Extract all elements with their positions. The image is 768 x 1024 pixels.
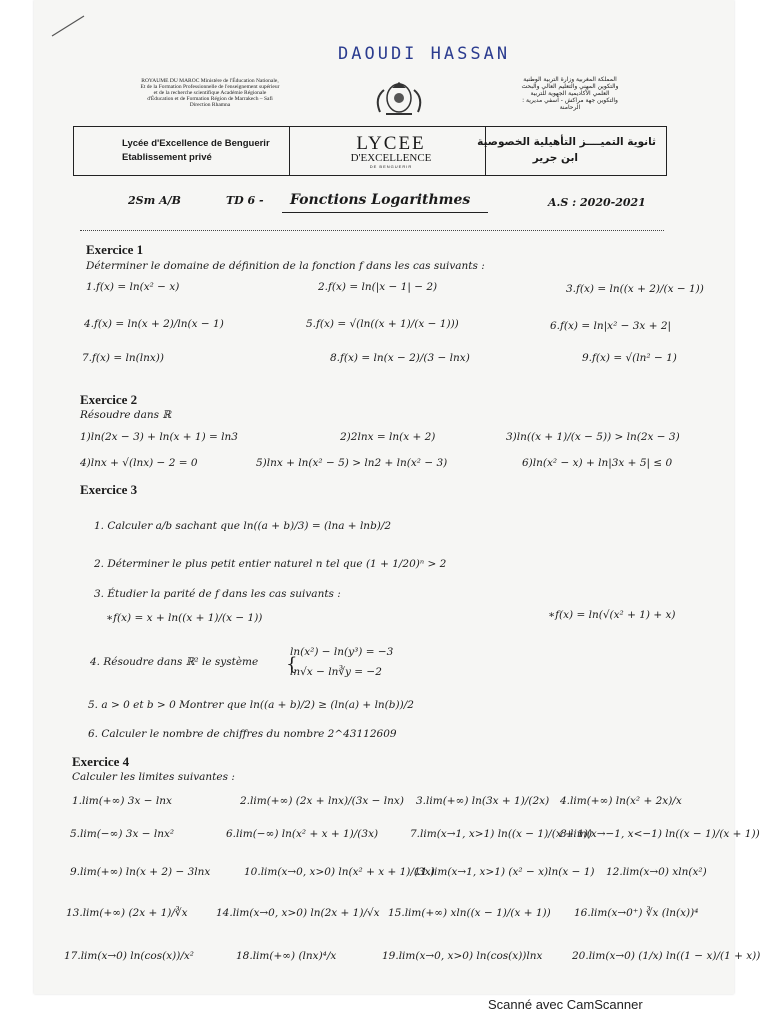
school-header-box <box>73 126 667 176</box>
ex1-item-8: 8.f(x) = ln(x − 2)/(3 − lnx) <box>330 352 470 364</box>
school-logo <box>336 135 446 169</box>
ex1-item-1: 1.f(x) = ln(x² − x) <box>86 281 180 293</box>
ex3-item-3b: ∗f(x) = ln(√(x² + 1) + x) <box>548 609 676 621</box>
ex4-item-13: 13.lim(+∞) (2x + 1)/∛x <box>66 907 188 919</box>
ex4-item-5: 5.lim(−∞) 3x − lnx² <box>70 828 175 840</box>
ex2-prompt: Résoudre dans ℝ <box>80 409 172 421</box>
ex4-item-12: 12.lim(x→0) xln(x²) <box>606 866 707 878</box>
ex4-item-15: 15.lim(+∞) xln((x − 1)/(x + 1)) <box>388 907 551 919</box>
dotted-separator <box>80 230 664 231</box>
school-city-arabic: ابن جرير <box>532 152 578 164</box>
ex1-prompt: Déterminer le domaine de définition de la fonction f dans les cas suivants : <box>86 260 485 272</box>
ex4-item-14: 14.lim(x→0, x>0) ln(2x + 1)/√x <box>216 907 380 919</box>
ex2-item-4: 4)lnx + √(lnx) − 2 = 0 <box>80 457 198 469</box>
ex2-item-1: 1)ln(2x − 3) + ln(x + 1) = ln3 <box>80 431 238 443</box>
document-title: Fonctions Logarithmes <box>290 192 471 208</box>
pen-scratch-mark <box>48 12 88 40</box>
ex4-item-6: 6.lim(−∞) ln(x² + x + 1)/(3x) <box>226 828 379 840</box>
ex2-item-2: 2)2lnx = ln(x + 2) <box>340 431 436 443</box>
ex3-system-eq2: ln√x − ln∛y = −2 <box>290 666 382 678</box>
ex1-item-3: 3.f(x) = ln((x + 2)/(x − 1)) <box>566 283 704 295</box>
school-status: Etablissement privé <box>122 152 212 163</box>
ex3-item-5: 5. a > 0 et b > 0 Montrer que ln((a + b)/2) ≥ (ln(a) + ln(b))/2 <box>88 699 414 711</box>
ex4-item-8: 8.lim(x→−1, x<−1) ln((x − 1)/(x + 1)) <box>560 828 760 840</box>
school-year: A.S : 2020-2021 <box>548 196 646 209</box>
logo-lycee-text: LYCEE <box>356 133 426 154</box>
ex4-item-16: 16.lim(x→0⁺) ∛x (ln(x))⁴ <box>574 907 699 919</box>
ex1-item-7: 7.f(x) = ln(lnx)) <box>82 352 164 364</box>
ex4-item-7: 7.lim(x→1, x>1) ln((x − 1)/(x + 1)) <box>410 828 593 840</box>
ex1-item-9: 9.f(x) = √(ln² − 1) <box>582 352 677 364</box>
ex2-item-5: 5)lnx + ln(x² − 5) > ln2 + ln(x² − 3) <box>256 457 448 469</box>
logo-sub-text: DE BENGUERIR <box>369 164 413 169</box>
ministry-left-text: ROYAUME DU MAROC Ministère de l'Éducation Nationale, Et de la Formation Professionnelle de l'enseignement supérieur et de la recherche scientifique Académie Régionale d'Éducation et de Formation Région de Marrakech – Safi Direction Rhamna <box>140 78 280 108</box>
logo-excellence-text: D'EXCELLENCE <box>350 152 432 164</box>
ex3-item-1: 1. Calculer a/b sachant que ln((a + b)/3) = (lna + lnb)/2 <box>94 520 392 532</box>
ex3-item-4: 4. Résoudre dans ℝ² le système <box>90 656 259 668</box>
student-name: DAOUDI HASSAN <box>338 44 511 64</box>
ex1-item-4: 4.f(x) = ln(x + 2)/ln(x − 1) <box>84 318 224 330</box>
ex3-title: Exercice 3 <box>80 482 138 497</box>
ex4-item-20: 20.lim(x→0) (1/x) ln((1 − x)/(1 + x)) <box>572 950 761 962</box>
ex3-item-2: 2. Déterminer le plus petit entier naturel n tel que (1 + 1/20)ⁿ > 2 <box>94 558 447 570</box>
ex4-item-2: 2.lim(+∞) (2x + lnx)/(3x − lnx) <box>240 795 404 807</box>
camscanner-footer: Scanné avec CamScanner <box>488 997 643 1012</box>
title-underline <box>282 212 488 213</box>
ex2-item-3: 3)ln((x + 1)/(x − 5)) > ln(2x − 3) <box>506 431 680 443</box>
class-level: 2Sm A/B <box>128 194 181 207</box>
ex2-title: Exercice 2 <box>80 392 138 407</box>
ex1-item-6: 6.f(x) = ln|x² − 3x + 2| <box>550 320 672 332</box>
ex4-item-9: 9.lim(+∞) ln(x + 2) − 3lnx <box>70 866 211 878</box>
td-number: TD 6 - <box>226 194 264 207</box>
ministry-right-text: المملكة المغربية وزارة التربية الوطنية والتكوين المهني والتعليم العالي والبحث العلمي الأكاديمية الجهوية للتربية والتكوين جهة مراكش - آسفي مديرية : الرحامنة <box>521 76 619 111</box>
ex4-item-17: 17.lim(x→0) ln(cos(x))/x² <box>64 950 194 962</box>
ex4-item-10: 10.lim(x→0, x>0) ln(x² + x + 1)/(3x) <box>244 866 435 878</box>
ex4-item-19: 19.lim(x→0, x>0) ln(cos(x))lnx <box>382 950 543 962</box>
ex3-item-3a: ∗f(x) = x + ln((x + 1)/(x − 1)) <box>106 612 263 624</box>
school-name: Lycée d'Excellence de Benguerir <box>122 138 270 149</box>
ex4-title: Exercice 4 <box>72 754 130 769</box>
moroccan-crest-icon <box>370 78 428 118</box>
ex3-system-eq1: ln(x²) − ln(y³) = −3 <box>290 646 394 658</box>
ex4-item-3: 3.lim(+∞) ln(3x + 1)/(2x) <box>416 795 550 807</box>
ex3-item-3: 3. Étudier la parité de f dans les cas suivants : <box>94 588 341 600</box>
ex4-item-11: 11.lim(x→1, x>1) (x² − x)ln(x − 1) <box>414 866 595 878</box>
ex1-item-5: 5.f(x) = √(ln((x + 1)/(x − 1))) <box>306 318 459 330</box>
ex4-item-18: 18.lim(+∞) (lnx)⁴/x <box>236 950 337 962</box>
system-brace: { <box>286 654 298 675</box>
ex4-prompt: Calculer les limites suivantes : <box>72 771 235 783</box>
ex4-item-4: 4.lim(+∞) ln(x² + 2x)/x <box>560 795 682 807</box>
ex1-item-2: 2.f(x) = ln(|x − 1| − 2) <box>318 281 438 293</box>
ex3-item-6: 6. Calculer le nombre de chiffres du nombre 2^43112609 <box>88 728 397 740</box>
ex1-title: Exercice 1 <box>86 242 144 257</box>
ex4-item-1: 1.lim(+∞) 3x − lnx <box>72 795 172 807</box>
ex2-item-6: 6)ln(x² − x) + ln|3x + 5| ≤ 0 <box>522 457 673 469</box>
school-name-arabic: ثانوية التميــــز التأهيلية الخصوصية <box>477 136 656 148</box>
